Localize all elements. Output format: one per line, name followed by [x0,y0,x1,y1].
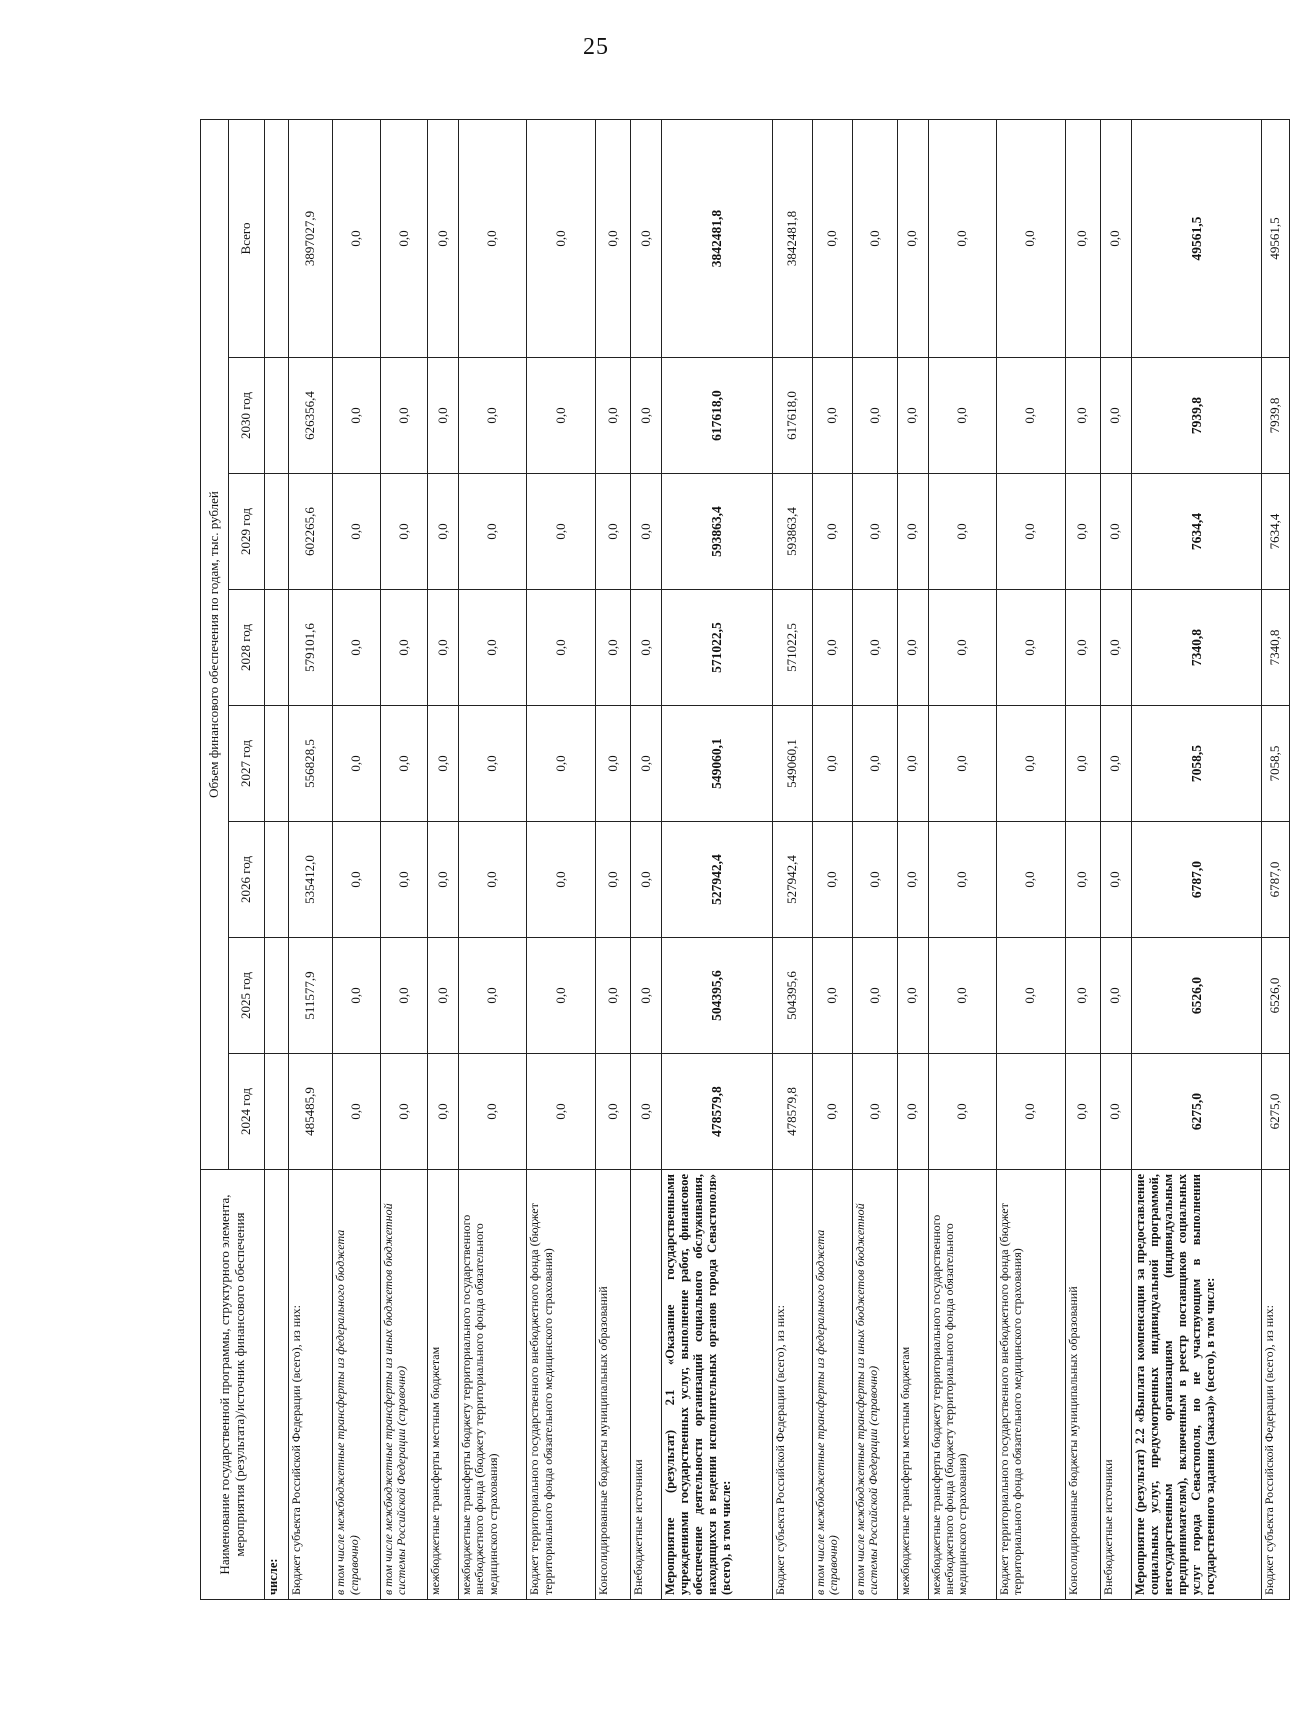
table-row [928,119,996,1599]
value-cell: 0,0 [427,358,458,474]
value-cell: 49561,5 [1261,119,1290,357]
table-row [427,119,458,1599]
value-cell: 0,0 [333,1054,380,1170]
row-label: Бюджет территориального государственного внебюджетного фонда (бюджет территориального фонда обязательного медицинского страхования) [997,1170,1065,1600]
value-cell: 549060,1 [661,706,772,822]
value-cell: 6275,0 [1131,1054,1261,1170]
value-cell: 7058,5 [1131,706,1261,822]
value-cell: 527942,4 [772,822,812,938]
row-label: в том числе межбюджетные трансферты из федерального бюджета (справочно) [812,1170,852,1600]
value-cell: 0,0 [852,822,897,938]
row-label: Консолидированные бюджеты муниципальных образований [1065,1170,1100,1600]
value-cell: 0,0 [595,1054,630,1170]
value-cell: 0,0 [928,590,996,706]
value-cell: 0,0 [380,590,427,706]
value-cell: 0,0 [1065,119,1100,357]
value-cell: 0,0 [1065,590,1100,706]
value-cell [265,474,289,590]
value-cell: 0,0 [427,474,458,590]
row-label: межбюджетные трансферты местным бюджетам [897,1170,928,1600]
table-row [458,119,526,1599]
row-label: Мероприятие (результат) 2.2 «Выплата компенсации за предоставление социальных услуг, предусмотренных индивидуальной программой, негосударственным организациям (индивидуальным предпринимателям), включенным в реестр поставщиков социальных услуг города Севастополя, но не участвующим в выполнении государственного задания (заказа)» (всего), в том числе: [1131,1170,1261,1600]
value-cell: 0,0 [527,822,595,938]
row-label: Консолидированные бюджеты муниципальных образований [595,1170,630,1600]
value-cell: 0,0 [458,1054,526,1170]
value-cell: 0,0 [527,474,595,590]
table-row [852,119,897,1599]
value-cell: 3897027,9 [288,119,333,357]
row-label: межбюджетные трансферты местным бюджетам [427,1170,458,1600]
value-cell: 0,0 [458,938,526,1054]
table-row [631,119,662,1599]
value-cell: 0,0 [852,119,897,357]
value-cell: 0,0 [1065,358,1100,474]
value-cell: 0,0 [1065,474,1100,590]
value-cell: 556828,5 [288,706,333,822]
value-cell: 0,0 [527,706,595,822]
value-cell: 0,0 [997,706,1065,822]
value-cell: 0,0 [333,119,380,357]
value-cell: 0,0 [427,590,458,706]
value-cell: 535412,0 [288,822,333,938]
value-cell: 0,0 [595,822,630,938]
value-cell: 6787,0 [1261,822,1290,938]
value-cell: 0,0 [997,938,1065,1054]
value-cell: 0,0 [897,119,928,357]
value-cell: 0,0 [527,358,595,474]
value-cell: 0,0 [852,590,897,706]
value-cell: 0,0 [1100,358,1131,474]
value-cell: 549060,1 [772,706,812,822]
value-cell: 0,0 [527,590,595,706]
table-row [997,119,1065,1599]
value-cell: 0,0 [1065,706,1100,822]
value-cell: 49561,5 [1131,119,1261,357]
value-cell: 0,0 [458,119,526,357]
column-header: 2029 год [229,474,265,590]
value-cell: 0,0 [812,119,852,357]
table-row [1100,119,1131,1599]
value-cell: 0,0 [333,822,380,938]
value-cell: 0,0 [897,474,928,590]
value-cell: 0,0 [997,358,1065,474]
value-cell: 579101,6 [288,590,333,706]
column-header: 2025 год [229,938,265,1054]
row-label: Мероприятие (результат) 2.1 «Оказание государственными учреждениями государственных услуг, выполнение работ, финансовое обеспечение деятельности организаций социального обслуживания, находящихся в ведении исполнительных органов города Севастополя» (всего), в том числе: [661,1170,772,1600]
column-header: 2030 год [229,358,265,474]
value-cell: 6787,0 [1131,822,1261,938]
value-cell: 0,0 [427,822,458,938]
value-cell: 0,0 [928,938,996,1054]
value-cell: 0,0 [1100,706,1131,822]
table-row [1261,119,1290,1599]
value-cell: 0,0 [595,474,630,590]
table-row [595,119,630,1599]
value-cell: 0,0 [333,706,380,822]
value-cell: 0,0 [631,474,662,590]
value-cell: 0,0 [897,1054,928,1170]
value-cell: 0,0 [333,474,380,590]
value-cell: 6526,0 [1261,938,1290,1054]
value-cell: 0,0 [333,938,380,1054]
value-cell: 0,0 [812,474,852,590]
value-cell: 0,0 [997,1054,1065,1170]
value-cell: 0,0 [380,358,427,474]
value-cell: 0,0 [631,822,662,938]
table-row [527,119,595,1599]
value-cell [265,358,289,474]
value-cell: 0,0 [427,706,458,822]
value-cell: 0,0 [631,938,662,1054]
table-row [897,119,928,1599]
value-cell: 0,0 [458,822,526,938]
value-cell: 7634,4 [1261,474,1290,590]
value-cell: 0,0 [928,706,996,822]
value-cell [265,938,289,1054]
value-cell: 0,0 [928,358,996,474]
table-row [1131,119,1261,1599]
table-row [812,119,852,1599]
value-cell: 0,0 [595,590,630,706]
value-cell: 0,0 [1100,474,1131,590]
value-cell: 0,0 [928,1054,996,1170]
row-label: межбюджетные трансферты бюджету территориального государственного внебюджетного фонда (бюджету территориального фонда обязательного медицинского страхования) [928,1170,996,1600]
value-cell: 0,0 [631,706,662,822]
column-header: 2027 год [229,706,265,822]
value-cell: 7058,5 [1261,706,1290,822]
value-cell: 3842481,8 [661,119,772,357]
value-cell: 0,0 [595,119,630,357]
value-cell: 0,0 [595,358,630,474]
value-cell: 0,0 [527,1054,595,1170]
value-cell: 7634,4 [1131,474,1261,590]
value-cell: 602265,6 [288,474,333,590]
value-cell: 0,0 [812,938,852,1054]
column-header: Всего [229,119,265,357]
value-cell: 0,0 [852,358,897,474]
value-cell: 0,0 [333,590,380,706]
value-cell: 7340,8 [1261,590,1290,706]
value-cell: 478579,8 [661,1054,772,1170]
value-cell: 478579,8 [772,1054,812,1170]
value-cell: 0,0 [427,938,458,1054]
table-row [288,119,333,1599]
value-cell: 0,0 [897,706,928,822]
value-cell: 0,0 [812,358,852,474]
value-cell: 0,0 [852,474,897,590]
table-row [333,119,380,1599]
value-cell: 0,0 [1100,1054,1131,1170]
value-cell: 0,0 [852,1054,897,1170]
table-row [265,119,289,1599]
value-cell: 0,0 [333,358,380,474]
value-cell: 0,0 [997,119,1065,357]
value-cell: 571022,5 [661,590,772,706]
value-cell [265,706,289,822]
value-cell: 0,0 [595,706,630,822]
header-group-cell: Объем финансового обеспечения по годам, тыс. рублей [201,119,229,1169]
value-cell: 0,0 [458,590,526,706]
value-cell [265,822,289,938]
value-cell: 504395,6 [772,938,812,1054]
value-cell: 0,0 [380,822,427,938]
row-label: Бюджет субъекта Российской Федерации (всего), из них: [772,1170,812,1600]
value-cell: 0,0 [852,706,897,822]
value-cell: 0,0 [897,358,928,474]
value-cell: 626356,4 [288,358,333,474]
value-cell: 0,0 [631,1054,662,1170]
value-cell: 6526,0 [1131,938,1261,1054]
table-row [661,119,772,1599]
value-cell: 0,0 [631,590,662,706]
column-header: 2028 год [229,590,265,706]
row-label: Бюджет субъекта Российской Федерации (всего), из них: [1261,1170,1290,1600]
value-cell: 593863,4 [661,474,772,590]
value-cell: 0,0 [1100,938,1131,1054]
value-cell: 593863,4 [772,474,812,590]
value-cell: 0,0 [997,474,1065,590]
value-cell: 527942,4 [661,822,772,938]
value-cell: 0,0 [527,938,595,1054]
value-cell: 0,0 [812,822,852,938]
value-cell: 0,0 [897,590,928,706]
table-row [772,119,812,1599]
value-cell: 0,0 [928,119,996,357]
financing-table [200,119,1290,1600]
value-cell: 0,0 [380,1054,427,1170]
row-label: Внебюджетные источники [1100,1170,1131,1600]
value-cell: 0,0 [928,822,996,938]
value-cell: 0,0 [812,590,852,706]
table-row [380,119,427,1599]
value-cell: 511577,9 [288,938,333,1054]
row-label: в том числе межбюджетные трансферты из федерального бюджета (справочно) [333,1170,380,1600]
row-label: в том числе межбюджетные трансферты из иных бюджетов бюджетной системы Российской Федерации (справочно) [380,1170,427,1600]
value-cell: 0,0 [380,938,427,1054]
value-cell: 7939,8 [1131,358,1261,474]
value-cell: 0,0 [458,706,526,822]
row-label: Бюджет территориального государственного внебюджетного фонда (бюджет территориального фонда обязательного медицинского страхования) [527,1170,595,1600]
value-cell: 7340,8 [1131,590,1261,706]
header-name-cell: Наименование государственной программы, структурного элемента, мероприятия (результата)/источник финансового обеспечения [201,1170,265,1600]
value-cell: 504395,6 [661,938,772,1054]
row-label: числе: [265,1170,289,1600]
value-cell: 3842481,8 [772,119,812,357]
value-cell: 0,0 [458,474,526,590]
value-cell: 0,0 [380,119,427,357]
value-cell: 0,0 [527,119,595,357]
value-cell: 0,0 [631,358,662,474]
column-header: 2024 год [229,1054,265,1170]
row-label: Бюджет субъекта Российской Федерации (всего), из них: [288,1170,333,1600]
table-row [1065,119,1100,1599]
page-number: 25 [583,34,609,60]
value-cell: 0,0 [380,706,427,822]
value-cell: 0,0 [458,358,526,474]
value-cell: 0,0 [852,938,897,1054]
value-cell: 0,0 [897,822,928,938]
value-cell [265,1054,289,1170]
value-cell: 0,0 [1065,822,1100,938]
value-cell: 0,0 [812,1054,852,1170]
value-cell: 617618,0 [772,358,812,474]
value-cell: 6275,0 [1261,1054,1290,1170]
value-cell: 0,0 [1100,119,1131,357]
value-cell: 0,0 [1100,590,1131,706]
value-cell: 617618,0 [661,358,772,474]
value-cell: 0,0 [595,938,630,1054]
column-header: 2026 год [229,822,265,938]
rotated-table-container [200,120,1290,1600]
row-label: в том числе межбюджетные трансферты из иных бюджетов бюджетной системы Российской Федерации (справочно) [852,1170,897,1600]
value-cell: 0,0 [631,119,662,357]
value-cell: 0,0 [812,706,852,822]
row-label: Внебюджетные источники [631,1170,662,1600]
value-cell: 0,0 [897,938,928,1054]
value-cell [265,590,289,706]
value-cell: 0,0 [380,474,427,590]
value-cell: 0,0 [1100,822,1131,938]
value-cell: 0,0 [427,119,458,357]
value-cell: 0,0 [997,822,1065,938]
value-cell: 0,0 [1065,1054,1100,1170]
value-cell [265,119,289,357]
value-cell: 571022,5 [772,590,812,706]
value-cell: 0,0 [928,474,996,590]
value-cell: 7939,8 [1261,358,1290,474]
value-cell: 0,0 [1065,938,1100,1054]
row-label: межбюджетные трансферты бюджету территориального государственного внебюджетного фонда (бюджету территориального фонда обязательного медицинского страхования) [458,1170,526,1600]
value-cell: 0,0 [427,1054,458,1170]
value-cell: 0,0 [997,590,1065,706]
value-cell: 485485,9 [288,1054,333,1170]
